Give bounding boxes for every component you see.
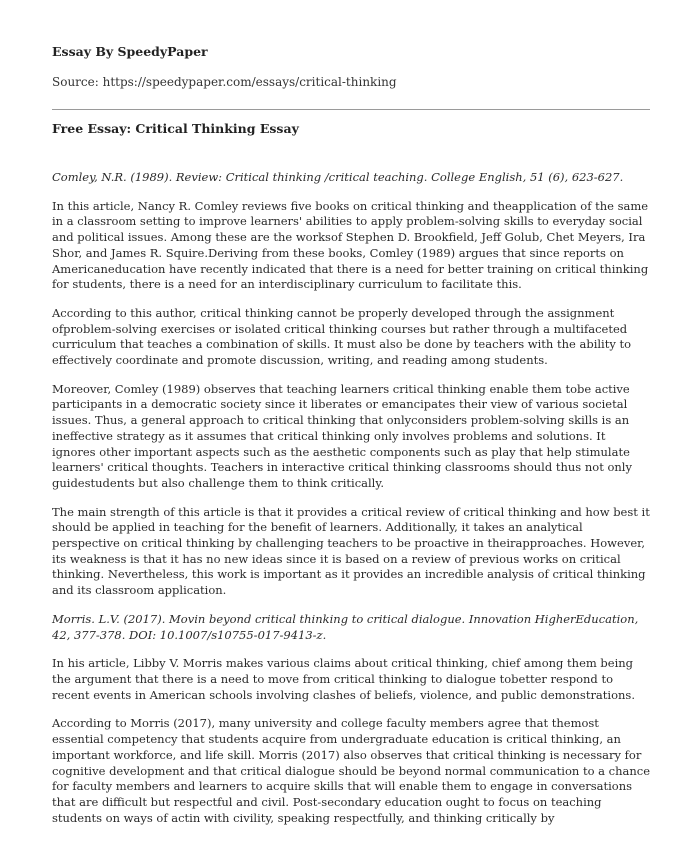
- body-paragraph: The main strength of this article is that it provides a critical review of critical thinking and how best it should be applied in teaching for the benefit of learners. Additionally, it takes an analytical perspective on critical thinking by challenging teachers to be proactive in theirapproaches. However, its weakness is that it has no new ideas since it is based on a review of previous works on critical thinking. Nevertheless, this work is important as it provides an incredible analysis of critical thinking and its classroom application.: [52, 504, 650, 598]
- reference-paragraph: Comley, N.R. (1989). Review: Critical thinking /critical teaching. College English, 51 (6), 623-627.: [52, 170, 624, 184]
- body-paragraph: In this article, Nancy R. Comley reviews five books on critical thinking and theapplication of the same in a classroom setting to improve learners' abilities to apply problem-solving skills to everyday social and political issues. Among these are the worksof Stephen D. Brookfield, Jeff Golub, Chet Meyers, Ira Shor, and James R. Squire.Deriving from these books, Comley (1989) argues that since reports on Americaneducation have recently indicated that there is a need for better training on critical thinking for students, there is a need for an interdisciplinary curriculum to facilitate this.: [52, 198, 649, 292]
- body-paragraph: According to Morris (2017), many university and college faculty members agree that themost essential competency that students acquire from undergraduate education is critical thinking, an important workforce, and life skill. Morris (2017) also observes that critical thinking is necessary for cognitive development and that critical dialogue should be beyond normal communication to a chance for faculty members and learners to acquire skills that will enable them to engage in conversations that are difficult but respectful and civil. Post-secondary education ought to focus on teaching students on ways of actin with civility, speaking respectfully, and thinking critically by: [52, 716, 651, 825]
- header-divider: [52, 109, 650, 110]
- body-paragraph: According to this author, critical thinking cannot be properly developed through the assignment ofproblem-solving exercises or isolated critical thinking courses but rather through a multifaceted curriculum that teaches a combination of skills. It must also be done by teachers with the ability to effectively coordinate and promote discussion, writing, and reading among students.: [52, 305, 632, 368]
- document-header-title: Essay By SpeedyPaper: [52, 44, 208, 59]
- essay-title: Free Essay: Critical Thinking Essay: [52, 121, 299, 136]
- essay-body: [52, 170, 650, 839]
- document-source-line: Source: https://speedypaper.com/essays/critical-thinking: [52, 75, 397, 89]
- body-paragraph: In his article, Libby V. Morris makes various claims about critical thinking, chief among them being the argument that there is a need to move from critical thinking to dialogue tobetter respond to recent events in American schools involving clashes of beliefs, violence, and public demonstrations.: [52, 656, 635, 702]
- reference-paragraph: Morris. L.V. (2017). Movin beyond critical thinking to critical dialogue. Innovation HigherEducation, 42, 377-378. DOI: 10.1007/s10755-017-9413-z.: [52, 611, 639, 642]
- body-paragraph: Moreover, Comley (1989) observes that teaching learners critical thinking enable them tobe active participants in a democratic society since it liberates or emancipates their view of various societal issues. Thus, a general approach to critical thinking that onlyconsiders problem-solving skills is an ineffective strategy as it assumes that critical thinking only involves problems and solutions. It ignores other important aspects such as the aesthetic components such as play that help stimulate learners' critical thoughts. Teachers in interactive critical thinking classrooms should thus not only guidestudents but also challenge them to think critically.: [52, 381, 632, 490]
